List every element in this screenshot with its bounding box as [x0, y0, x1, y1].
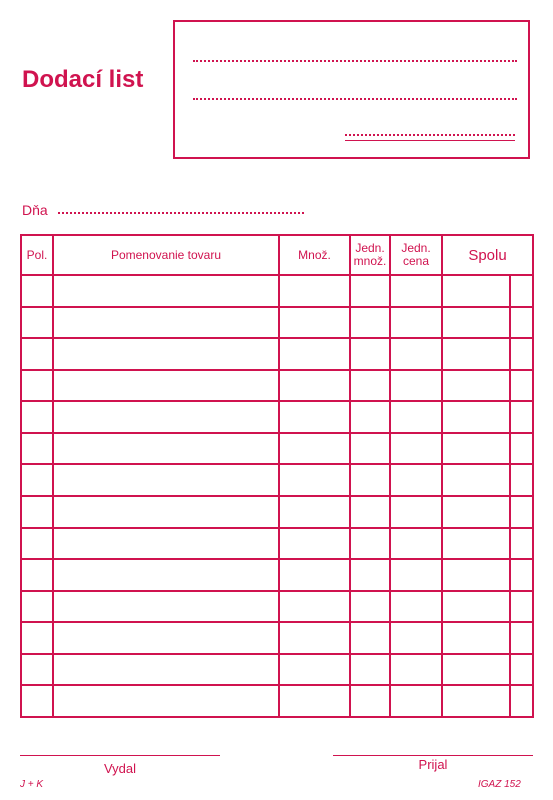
cell-mnoz[interactable] — [279, 528, 350, 560]
cell-jedn-cena[interactable] — [390, 528, 442, 560]
cell-pol[interactable] — [21, 496, 53, 528]
cell-spolu-main[interactable] — [442, 307, 510, 339]
vydal-label: Vydal — [103, 761, 137, 776]
cell-pol[interactable] — [21, 433, 53, 465]
cell-pol[interactable] — [21, 338, 53, 370]
cell-pomenovanie[interactable] — [53, 528, 279, 560]
cell-mnoz[interactable] — [279, 559, 350, 591]
cell-jedn-mnoz[interactable] — [350, 559, 390, 591]
col-header-pol: Pol. — [21, 235, 53, 275]
cell-pomenovanie[interactable] — [53, 338, 279, 370]
cell-mnoz[interactable] — [279, 370, 350, 402]
col-header-jedn-mnoz-line1: Jedn. — [355, 241, 385, 255]
cell-mnoz[interactable] — [279, 401, 350, 433]
address-line-3[interactable] — [345, 134, 515, 136]
cell-pomenovanie[interactable] — [53, 275, 279, 307]
cell-spolu-main[interactable] — [442, 370, 510, 402]
address-line-1[interactable] — [193, 60, 517, 62]
cell-jedn-cena[interactable] — [390, 433, 442, 465]
table-row — [21, 433, 533, 465]
cell-jedn-mnoz[interactable] — [350, 433, 390, 465]
cell-pol[interactable] — [21, 464, 53, 496]
col-header-jedn-mnoz-line2: množ. — [353, 254, 387, 268]
cell-spolu-minor[interactable] — [510, 401, 533, 433]
cell-spolu-main[interactable] — [442, 654, 510, 686]
col-header-jedn-cena-line1: Jedn. — [401, 241, 431, 255]
cell-pol[interactable] — [21, 307, 53, 339]
cell-spolu-main[interactable] — [442, 622, 510, 654]
cell-pomenovanie[interactable] — [53, 370, 279, 402]
form-title: Dodací list — [22, 66, 144, 93]
cell-jedn-mnoz[interactable] — [350, 401, 390, 433]
cell-pomenovanie[interactable] — [53, 307, 279, 339]
cell-jedn-mnoz[interactable] — [350, 685, 390, 717]
cell-mnoz[interactable] — [279, 433, 350, 465]
cell-spolu-main[interactable] — [442, 401, 510, 433]
cell-pol[interactable] — [21, 622, 53, 654]
cell-pomenovanie[interactable] — [53, 685, 279, 717]
cell-pol[interactable] — [21, 401, 53, 433]
cell-pol[interactable] — [21, 654, 53, 686]
cell-jedn-cena[interactable] — [390, 496, 442, 528]
cell-pol[interactable] — [21, 591, 53, 623]
cell-jedn-cena[interactable] — [390, 464, 442, 496]
table-row — [21, 622, 533, 654]
cell-mnoz[interactable] — [279, 275, 350, 307]
prijal-signature-line[interactable] — [333, 755, 533, 756]
cell-spolu-minor[interactable] — [510, 307, 533, 339]
cell-pomenovanie[interactable] — [53, 654, 279, 686]
cell-mnoz[interactable] — [279, 464, 350, 496]
col-header-mnoz: Množ. — [279, 235, 350, 275]
cell-spolu-minor[interactable] — [510, 370, 533, 402]
cell-spolu-minor[interactable] — [510, 591, 533, 623]
cell-spolu-minor[interactable] — [510, 433, 533, 465]
table-row — [21, 275, 533, 307]
cell-jedn-mnoz[interactable] — [350, 307, 390, 339]
cell-jedn-mnoz[interactable] — [350, 496, 390, 528]
cell-jedn-cena[interactable] — [390, 622, 442, 654]
col-header-pomenovanie: Pomenovanie tovaru — [53, 235, 279, 275]
cell-spolu-minor[interactable] — [510, 338, 533, 370]
cell-pol[interactable] — [21, 370, 53, 402]
cell-jedn-mnoz[interactable] — [350, 464, 390, 496]
cell-jedn-mnoz[interactable] — [350, 591, 390, 623]
cell-spolu-main[interactable] — [442, 338, 510, 370]
cell-pol[interactable] — [21, 275, 53, 307]
cell-spolu-minor[interactable] — [510, 685, 533, 717]
cell-pomenovanie[interactable] — [53, 591, 279, 623]
cell-spolu-minor[interactable] — [510, 464, 533, 496]
cell-jedn-cena[interactable] — [390, 591, 442, 623]
cell-pomenovanie[interactable] — [53, 496, 279, 528]
table-row — [21, 307, 533, 339]
prijal-label: Prijal — [418, 757, 448, 772]
cell-mnoz[interactable] — [279, 338, 350, 370]
cell-spolu-main[interactable] — [442, 275, 510, 307]
cell-pol[interactable] — [21, 528, 53, 560]
cell-pomenovanie[interactable] — [53, 622, 279, 654]
cell-spolu-minor[interactable] — [510, 528, 533, 560]
cell-jedn-mnoz[interactable] — [350, 338, 390, 370]
table-row — [21, 370, 533, 402]
cell-spolu-main[interactable] — [442, 496, 510, 528]
cell-pol[interactable] — [21, 685, 53, 717]
cell-mnoz[interactable] — [279, 307, 350, 339]
cell-jedn-mnoz[interactable] — [350, 654, 390, 686]
cell-mnoz[interactable] — [279, 496, 350, 528]
cell-spolu-minor[interactable] — [510, 496, 533, 528]
cell-jedn-cena[interactable] — [390, 654, 442, 686]
cell-jedn-cena[interactable] — [390, 275, 442, 307]
cell-jedn-cena[interactable] — [390, 401, 442, 433]
cell-jedn-mnoz[interactable] — [350, 370, 390, 402]
cell-pomenovanie[interactable] — [53, 464, 279, 496]
cell-jedn-mnoz[interactable] — [350, 528, 390, 560]
table-row — [21, 338, 533, 370]
cell-jedn-cena[interactable] — [390, 370, 442, 402]
cell-mnoz[interactable] — [279, 622, 350, 654]
items-table — [20, 234, 534, 718]
date-label: Dňa — [22, 202, 48, 218]
cell-pol[interactable] — [21, 559, 53, 591]
cell-spolu-main[interactable] — [442, 591, 510, 623]
cell-jedn-cena[interactable] — [390, 685, 442, 717]
cell-jedn-mnoz[interactable] — [350, 275, 390, 307]
table-row — [21, 591, 533, 623]
cell-spolu-main[interactable] — [442, 559, 510, 591]
cell-spolu-minor[interactable] — [510, 622, 533, 654]
cell-jedn-cena[interactable] — [390, 307, 442, 339]
address-box — [173, 20, 530, 159]
cell-jedn-cena[interactable] — [390, 338, 442, 370]
table-row — [21, 654, 533, 686]
cell-pomenovanie[interactable] — [53, 433, 279, 465]
cell-mnoz[interactable] — [279, 654, 350, 686]
table-row — [21, 559, 533, 591]
col-header-spolu: Spolu — [442, 235, 533, 275]
cell-spolu-main[interactable] — [442, 685, 510, 717]
cell-mnoz[interactable] — [279, 591, 350, 623]
col-header-jedn-mnoz — [350, 235, 390, 275]
cell-spolu-minor[interactable] — [510, 275, 533, 307]
cell-spolu-minor[interactable] — [510, 559, 533, 591]
cell-spolu-main[interactable] — [442, 433, 510, 465]
address-underline — [345, 140, 515, 141]
form-code: IGAZ 152 — [478, 779, 521, 790]
table-header-row — [21, 235, 533, 275]
cell-spolu-main[interactable] — [442, 528, 510, 560]
cell-mnoz[interactable] — [279, 685, 350, 717]
cell-spolu-main[interactable] — [442, 464, 510, 496]
items-body — [21, 275, 533, 717]
table-row — [21, 401, 533, 433]
table-row — [21, 685, 533, 717]
cell-pomenovanie[interactable] — [53, 559, 279, 591]
address-line-2[interactable] — [193, 98, 517, 100]
table-row — [21, 528, 533, 560]
publisher-mark: J + K — [20, 779, 44, 790]
cell-jedn-cena[interactable] — [390, 559, 442, 591]
table-row — [21, 496, 533, 528]
table-row — [21, 464, 533, 496]
date-field[interactable] — [58, 212, 304, 214]
cell-spolu-minor[interactable] — [510, 654, 533, 686]
col-header-jedn-cena-line2: cena — [402, 254, 430, 268]
vydal-signature-line[interactable] — [20, 755, 220, 756]
col-header-jedn-cena — [390, 235, 442, 275]
cell-pomenovanie[interactable] — [53, 401, 279, 433]
cell-jedn-mnoz[interactable] — [350, 622, 390, 654]
